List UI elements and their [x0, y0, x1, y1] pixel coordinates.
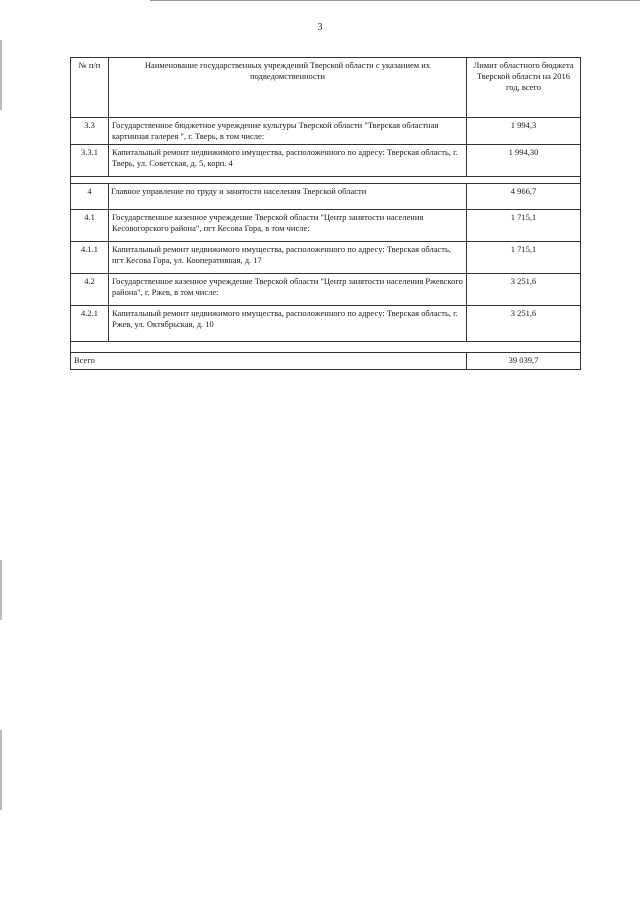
table-row: [71, 274, 581, 306]
budget-table: [70, 57, 581, 370]
table-header-row: [71, 58, 581, 118]
table-spacer-row: [71, 177, 581, 184]
row-value: 3 251,6: [467, 306, 581, 342]
header-name: Наименование государственных учреждений Тверской области с указанием их подведомственности: [109, 58, 467, 118]
row-value: 1 994,3: [467, 118, 581, 145]
table-row: [71, 210, 581, 242]
row-name: Капитальный ремонт недвижимого имущества, расположенного по адресу: Тверская область, г. Ржев, ул. Октябрьская, д. 10: [109, 306, 467, 342]
row-num: 4: [71, 184, 109, 210]
table-total-row: [71, 353, 581, 370]
row-name: Капитальный ремонт недвижимого имущества, расположенного по адресу: Тверская область, пгт Кесова Гора, ул. Кооперативная, д. 17: [109, 242, 467, 274]
table-row: [71, 184, 581, 210]
row-value: 3 251,6: [467, 274, 581, 306]
header-num: № п/п: [71, 58, 109, 118]
row-value: 1 715,1: [467, 242, 581, 274]
row-value: 4 966,7: [467, 184, 581, 210]
scan-edge-mark: [0, 730, 2, 810]
row-name: Государственное казенное учреждение Тверской области "Центр занятости населения Кесовогорского района", пгт Кесова Гора, в том числе:: [109, 210, 467, 242]
row-num: 3.3: [71, 118, 109, 145]
table-row: [71, 242, 581, 274]
row-name: Главное управление по труду и занятости населения Тверской области: [109, 184, 467, 210]
total-value: 39 039,7: [467, 353, 581, 370]
row-num: 3.3.1: [71, 145, 109, 177]
row-num: 4.1: [71, 210, 109, 242]
row-num: 4.2.1: [71, 306, 109, 342]
spacer-cell: [71, 177, 581, 184]
top-border-line: [150, 0, 640, 1]
row-name: Государственное казенное учреждение Тверской области "Центр занятости населения Ржевского района", г. Ржев, в том числе:: [109, 274, 467, 306]
table-row: [71, 145, 581, 177]
row-name: Государственное бюджетное учреждение культуры Тверской области "Тверская областная картинная галерея ", г. Тверь, в том числе:: [109, 118, 467, 145]
table-row: [71, 306, 581, 342]
table-spacer-row: [71, 342, 581, 353]
table-row: [71, 118, 581, 145]
spacer-cell: [71, 342, 581, 353]
row-value: 1 715,1: [467, 210, 581, 242]
row-value: 1 994,30: [467, 145, 581, 177]
row-num: 4.2: [71, 274, 109, 306]
header-limit: Лимит областного бюджета Тверской области на 2016 год, всего: [467, 58, 581, 118]
total-label: Всего: [71, 353, 467, 370]
scan-edge-mark: [0, 40, 2, 110]
row-num: 4.1.1: [71, 242, 109, 274]
row-name: Капитальный ремонт недвижимого имущества, расположенного по адресу: Тверская область, г. Тверь, ул. Советская, д. 5, корп. 4: [109, 145, 467, 177]
page-number: 3: [317, 22, 323, 33]
scan-edge-mark: [0, 560, 2, 620]
